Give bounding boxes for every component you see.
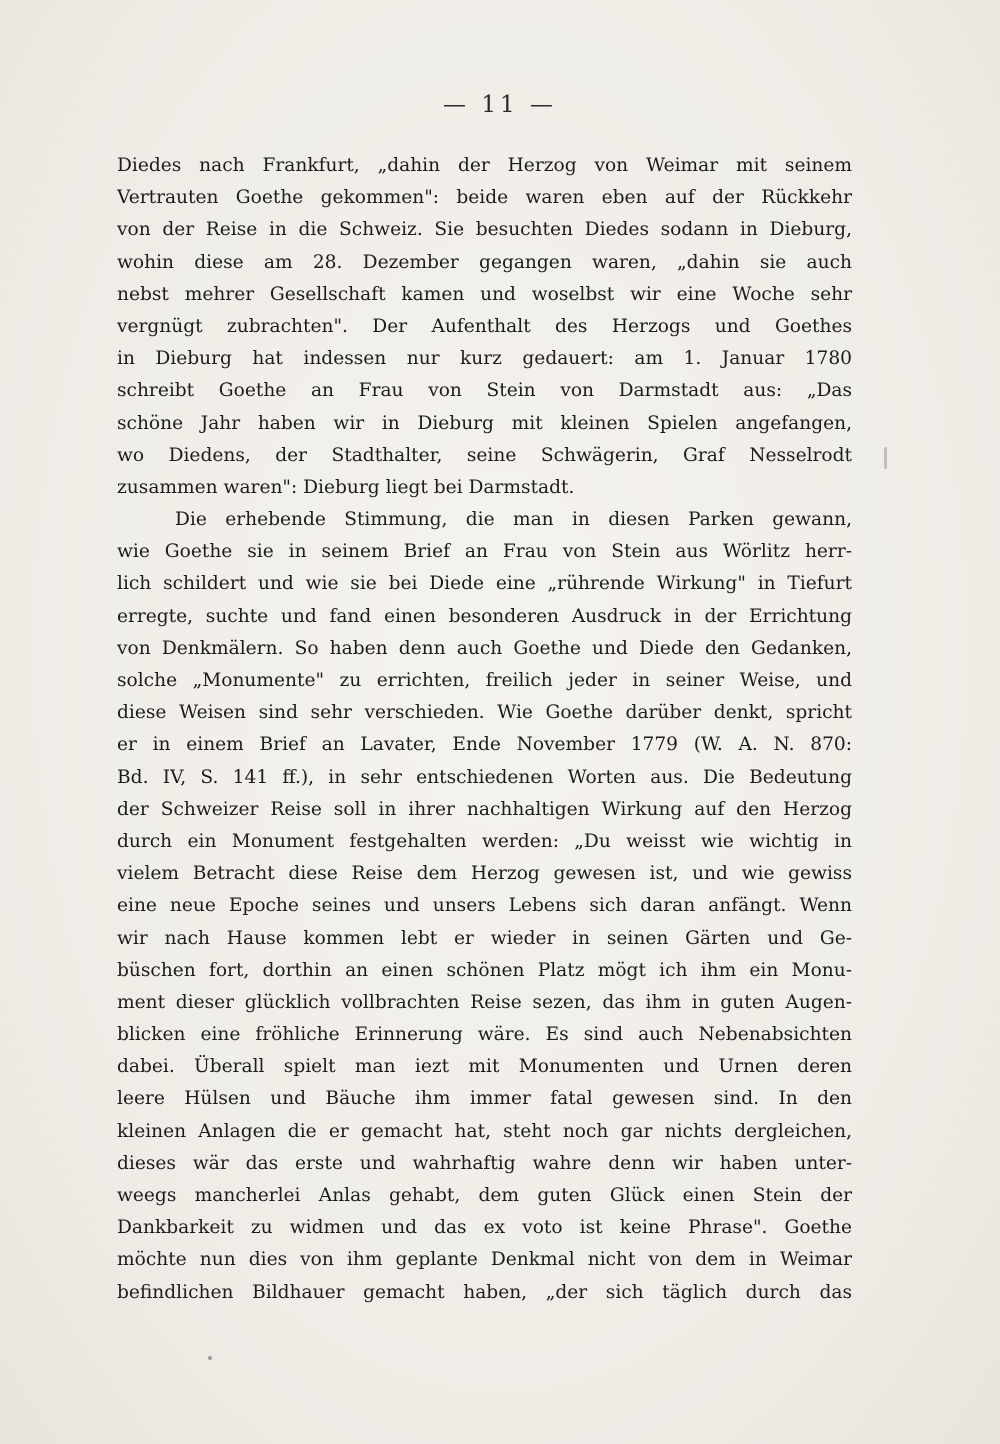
paper-smudge [884,447,887,469]
text-line: blicken eine fröhliche Erinnerung wäre. Es sind auch Nebenabsichten [117,1024,852,1046]
text-line: er in einem Brief an Lavater, Ende November 1779 (W. A. N. 870: [117,734,852,756]
text-line: Diedes nach Frankfurt, „dahin der Herzog von Weimar mit seinem [117,155,852,176]
text-line: büschen fort, dorthin an einen schönen Platz mögt ich ihm ein Monu- [117,959,852,981]
text-line: möchte nun dies von ihm geplante Denkmal nicht von dem in Weimar [117,1249,852,1271]
text-line: Dankbarkeit zu widmen und das ex voto ist keine Phrase". Goethe [117,1217,852,1239]
text-line: durch ein Monument festgehalten werden: „Du weisst wie wichtig in [117,830,852,852]
text-line: eine neue Epoche seines und unsers Lebens sich daran anfängt. Wenn [117,895,852,917]
text-line: erregte, suchte und fand einen besonderen Ausdruck in der Errichtung [117,605,852,627]
text-line: schreibt Goethe an Frau von Stein von Darmstadt aus: „Das [117,380,852,402]
text-line: von Denkmälern. So haben denn auch Goethe und Diede den Gedanken, [117,637,852,659]
text-line: lich schildert und wie sie bei Diede eine „rührende Wirkung" in Tiefurt [117,573,852,595]
text-line: leere Hülsen und Bäuche ihm immer fatal gewesen sind. In den [117,1088,852,1110]
text-line: kleinen Anlagen die er gemacht hat, steht noch gar nichts dergleichen, [117,1120,852,1142]
text-line: solche „Monumente" zu errichten, freilich jeder in seiner Weise, und [117,670,852,691]
text-line: wo Diedens, der Stadthalter, seine Schwägerin, Graf Nesselrodt [117,444,852,466]
text-line: ment dieser glücklich vollbrachten Reise sezen, das ihm in guten Augen- [117,991,852,1013]
page-number: — 11 — [443,92,557,118]
text-line: weegs mancherlei Anlas gehabt, dem guten Glück einen Stein der [117,1185,852,1206]
text-line: wohin diese am 28. Dezember gegangen waren, „dahin sie auch [117,251,852,273]
text-line: Vertrauten Goethe gekommen": beide waren eben auf der Rückkehr [117,187,852,209]
text-line: dabei. Überall spielt man iezt mit Monumenten und Urnen deren [117,1056,852,1078]
text-line: von der Reise in die Schweiz. Sie besuchten Diedes sodann in Dieburg, [117,219,852,241]
text-line: vielem Betracht diese Reise dem Herzog gewesen ist, und wie gewiss [117,863,852,885]
text-line: nebst mehrer Gesellschaft kamen und woselbst wir eine Woche sehr [117,283,852,305]
text-line: schöne Jahr haben wir in Dieburg mit kleinen Spielen angefangen, [117,412,852,434]
text-line: dieses wär das erste und wahrhaftig wahre denn wir haben unter- [117,1152,852,1174]
text-line: wir nach Hause kommen lebt er wieder in seinen Gärten und Ge- [117,927,852,949]
paragraph-start-line: Die erhebende Stimmung, die man in diesen Parken gewann, [175,509,852,531]
body-text [117,150,852,1309]
paper-speck [208,1356,212,1360]
text-line: wie Goethe sie in seinem Brief an Frau von Stein aus Wörlitz herr- [117,541,852,563]
text-line: befindlichen Bildhauer gemacht haben, „der sich täglich durch das [117,1281,852,1303]
text-line: der Schweizer Reise soll in ihrer nachhaltigen Wirkung auf den Herzog [117,798,852,820]
text-line: diese Weisen sind sehr verschieden. Wie Goethe darüber denkt, spricht [117,702,852,724]
text-line: Bd. IV, S. 141 ff.), in sehr entschiedenen Worten aus. Die Bedeutung [117,766,852,788]
text-line: vergnügt zubrachten". Der Aufenthalt des Herzogs und Goethes [117,315,852,337]
paragraph-end-line: zusammen waren": Dieburg liegt bei Darmstadt. [117,476,575,498]
text-line: in Dieburg hat indessen nur kurz gedauert: am 1. Januar 1780 [117,348,852,370]
